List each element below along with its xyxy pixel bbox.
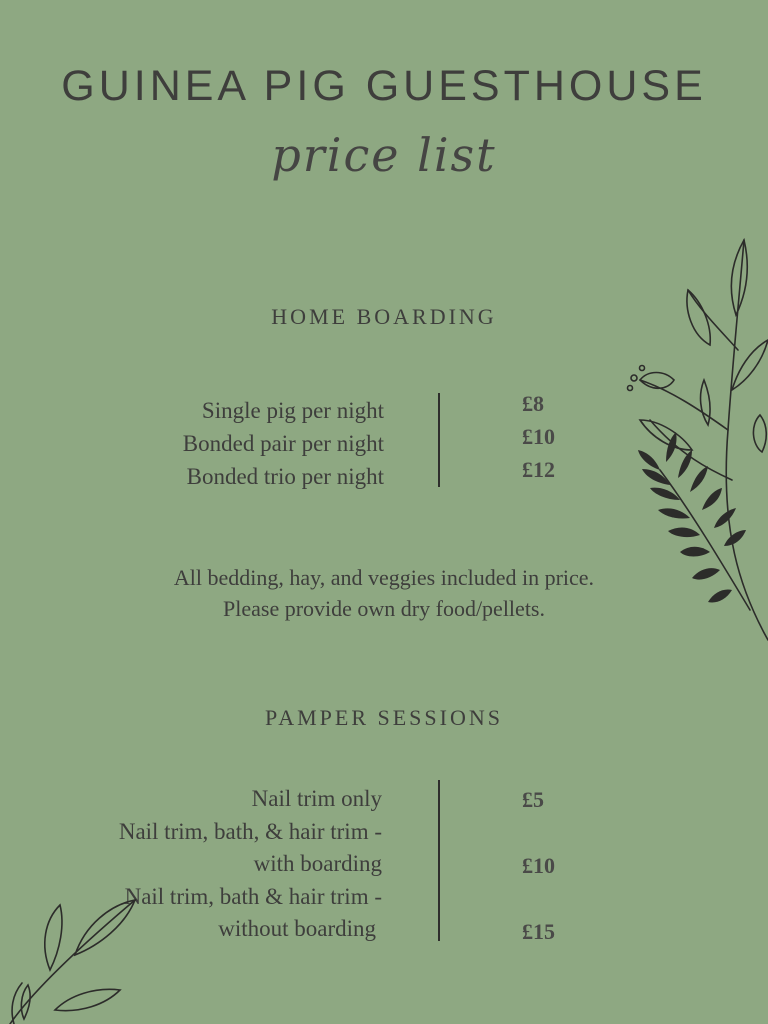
pamper-item-price: £15 xyxy=(522,919,555,944)
page-title: GUINEA PIG GUESTHOUSE xyxy=(61,62,707,110)
boarding-item-price: £8 xyxy=(522,391,544,416)
pamper-item-label: with boarding xyxy=(253,851,382,876)
pamper-divider xyxy=(438,780,440,941)
botanical-branch-icon xyxy=(620,230,768,650)
pamper-item-price: £5 xyxy=(522,787,544,812)
section-heading-pamper-sessions: PAMPER SESSIONS xyxy=(265,705,503,730)
pamper-labels xyxy=(119,783,382,946)
section-heading-home-boarding: HOME BOARDING xyxy=(271,304,497,329)
boarding-item-label: Bonded trio per night xyxy=(186,464,384,489)
pamper-item-label: Nail trim only xyxy=(251,786,382,811)
boarding-item-label: Single pig per night xyxy=(201,398,384,423)
pamper-item-label: Nail trim, bath, & hair trim - xyxy=(118,818,382,844)
boarding-divider xyxy=(438,393,440,487)
boarding-item-price: £10 xyxy=(522,424,555,449)
page-subtitle: price list xyxy=(271,128,497,182)
pamper-item-label: without boarding xyxy=(218,916,376,941)
boarding-item-price: £12 xyxy=(522,457,555,482)
boarding-item-label: Bonded pair per night xyxy=(182,431,384,456)
boarding-note-line: Please provide own dry food/pellets. xyxy=(223,596,545,621)
pamper-item-label: Nail trim, bath & hair trim - xyxy=(124,883,382,909)
boarding-labels xyxy=(183,394,384,493)
pamper-item-price: £10 xyxy=(522,853,555,878)
boarding-note-line: All bedding, hay, and veggies included in price. xyxy=(173,565,595,590)
leaf-sprig-icon xyxy=(0,895,140,1024)
boarding-prices xyxy=(522,387,555,486)
